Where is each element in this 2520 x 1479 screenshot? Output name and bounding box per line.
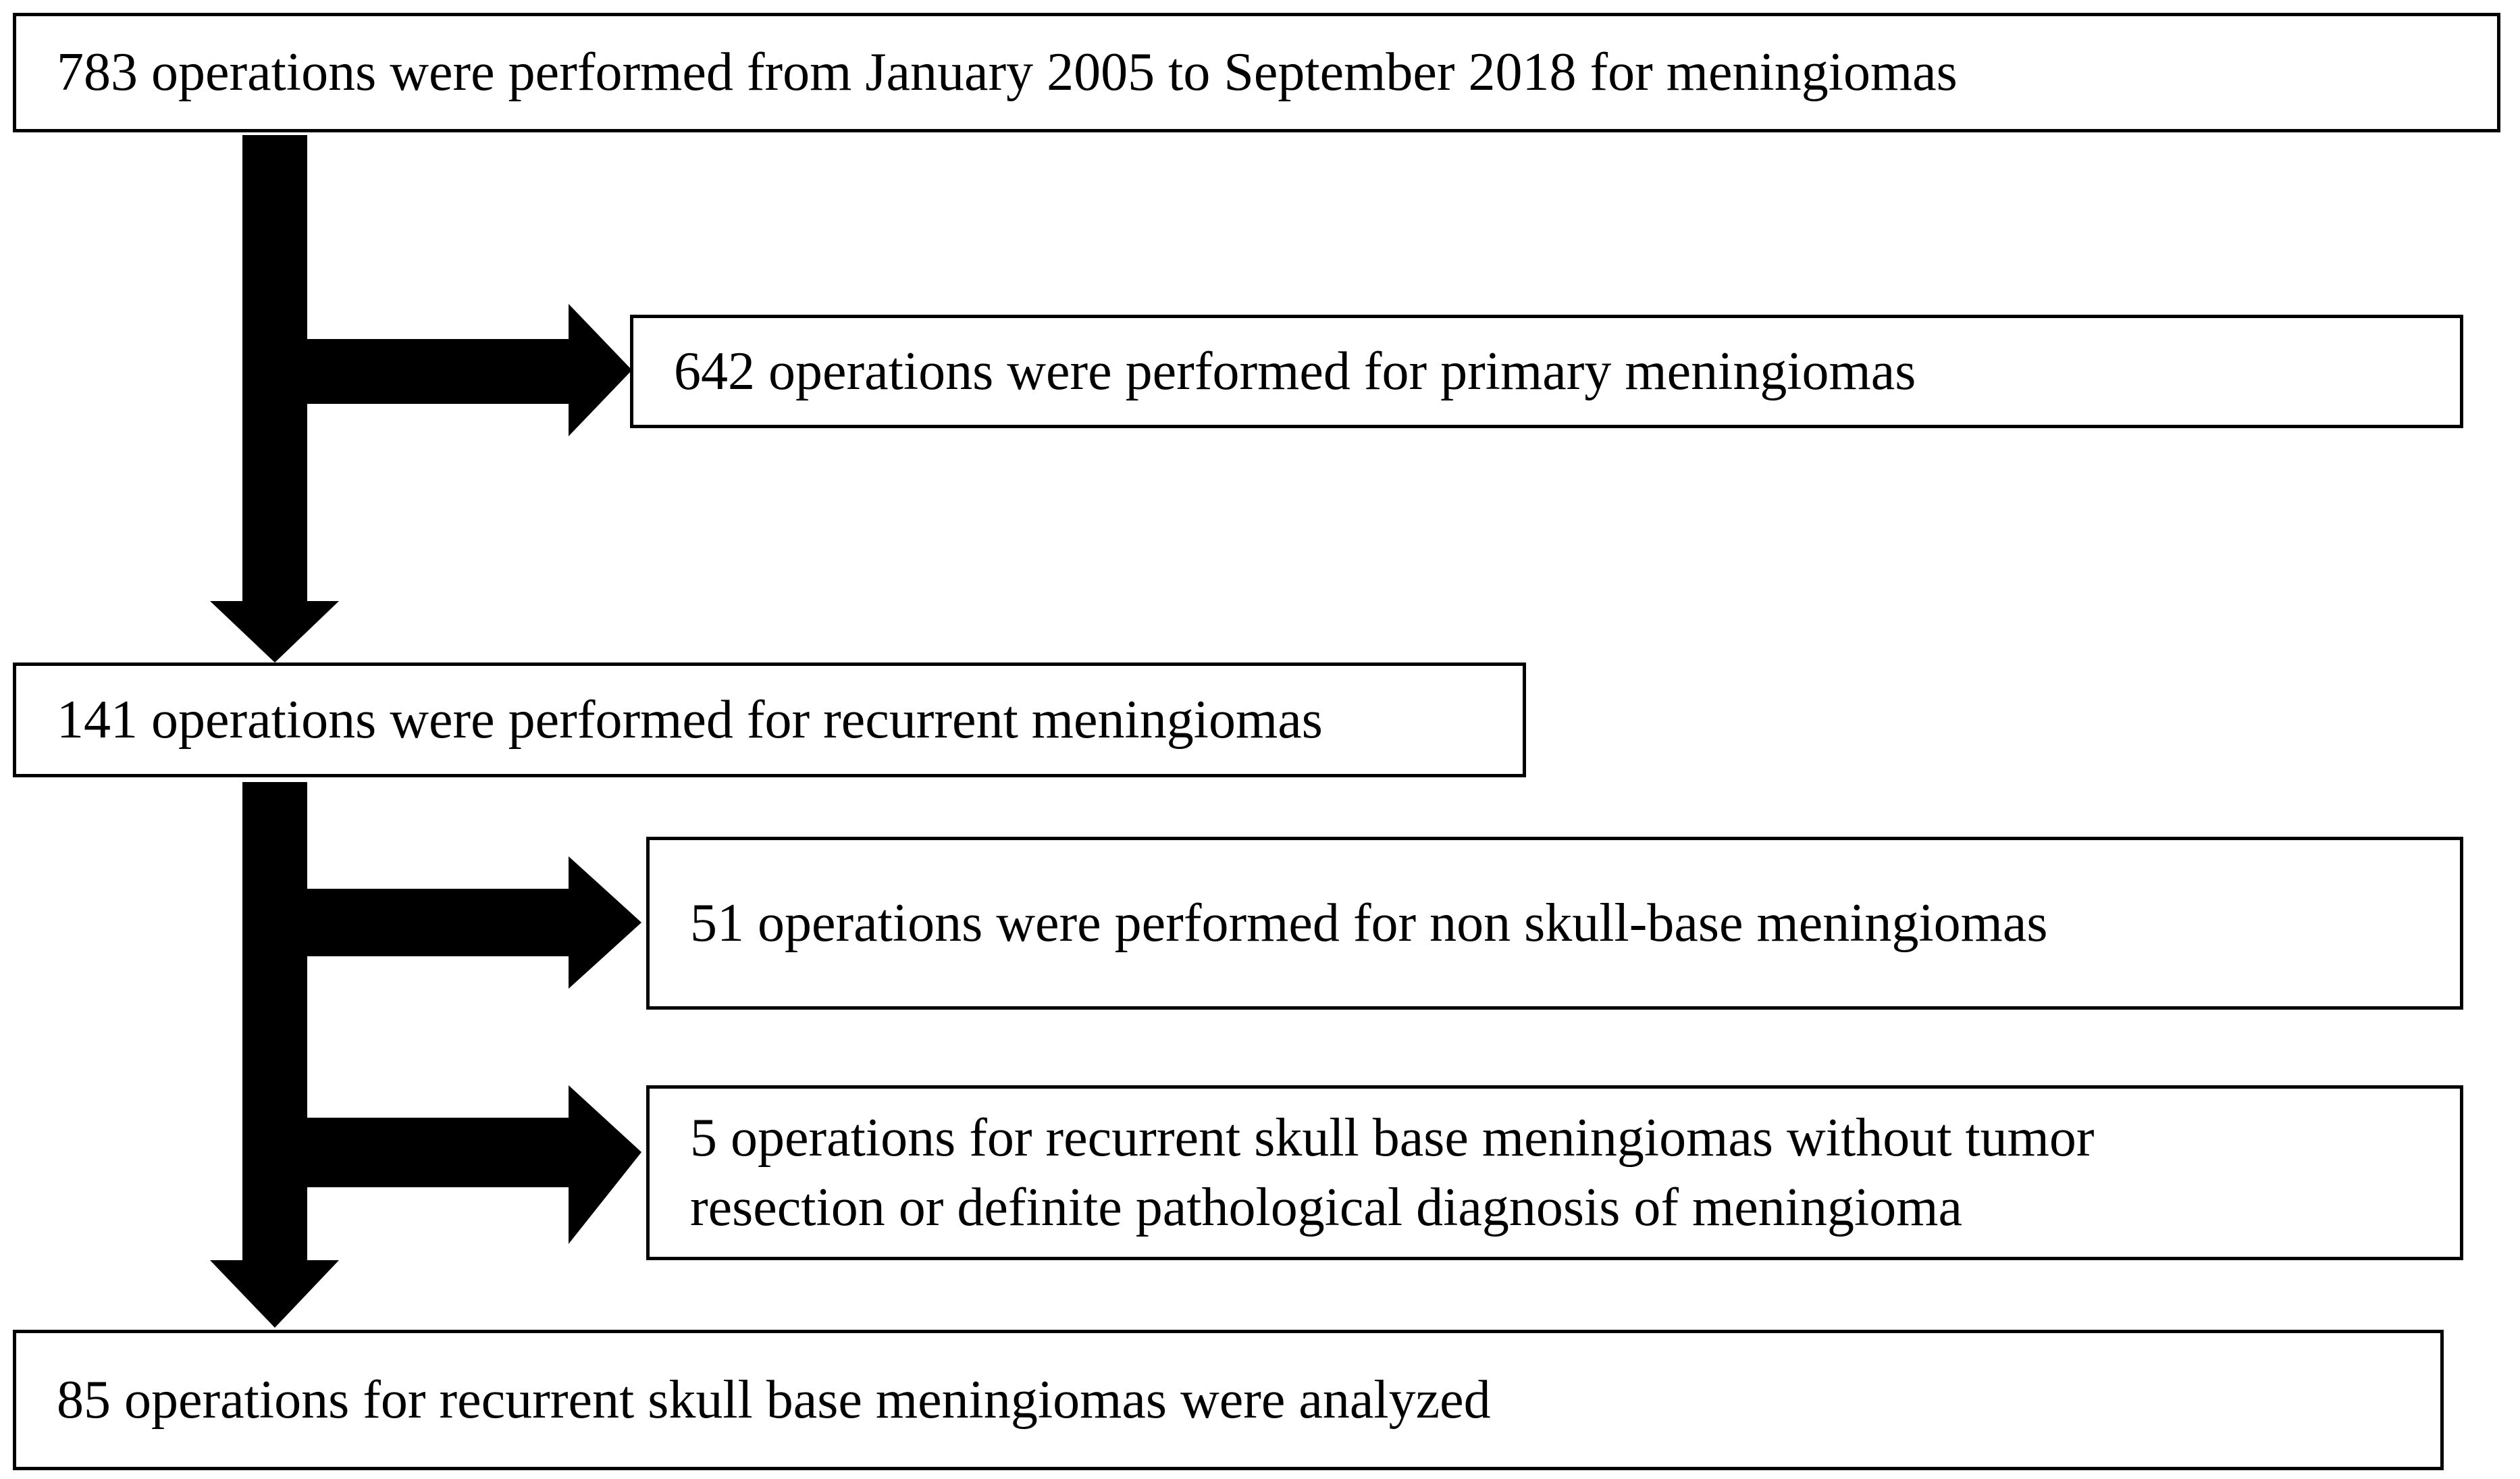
vertical-arrow-shaft-2 — [242, 782, 307, 1262]
branch-arrow-shaft-excluded — [307, 1118, 571, 1187]
box-non-skull-base: 51 operations were performed for non skull-base meningiomas — [646, 837, 2463, 1010]
vertical-arrow-shaft-1 — [242, 135, 307, 602]
box-total-operations: 783 operations were performed from January 2005 to September 2018 for meningiomas — [13, 13, 2500, 132]
box-excluded: 5 operations for recurrent skull base meningiomas without tumor resection or definite pathological diagnosis of meningioma — [646, 1085, 2463, 1260]
arrow-head-down-1 — [210, 601, 339, 663]
box-primary-meningiomas: 642 operations were performed for primary meningiomas — [630, 315, 2463, 428]
arrow-head-down-2 — [210, 1260, 339, 1328]
arrow-head-right-excluded — [569, 1085, 641, 1244]
box-analyzed: 85 operations for recurrent skull base meningiomas were analyzed — [13, 1330, 2444, 1470]
arrow-head-right-non-skull-base — [569, 856, 641, 989]
branch-arrow-shaft-non-skull-base — [307, 889, 571, 956]
arrow-head-right-primary — [569, 304, 632, 436]
branch-arrow-shaft-primary — [307, 339, 571, 404]
box-recurrent-meningiomas: 141 operations were performed for recurrent meningiomas — [13, 663, 1526, 777]
